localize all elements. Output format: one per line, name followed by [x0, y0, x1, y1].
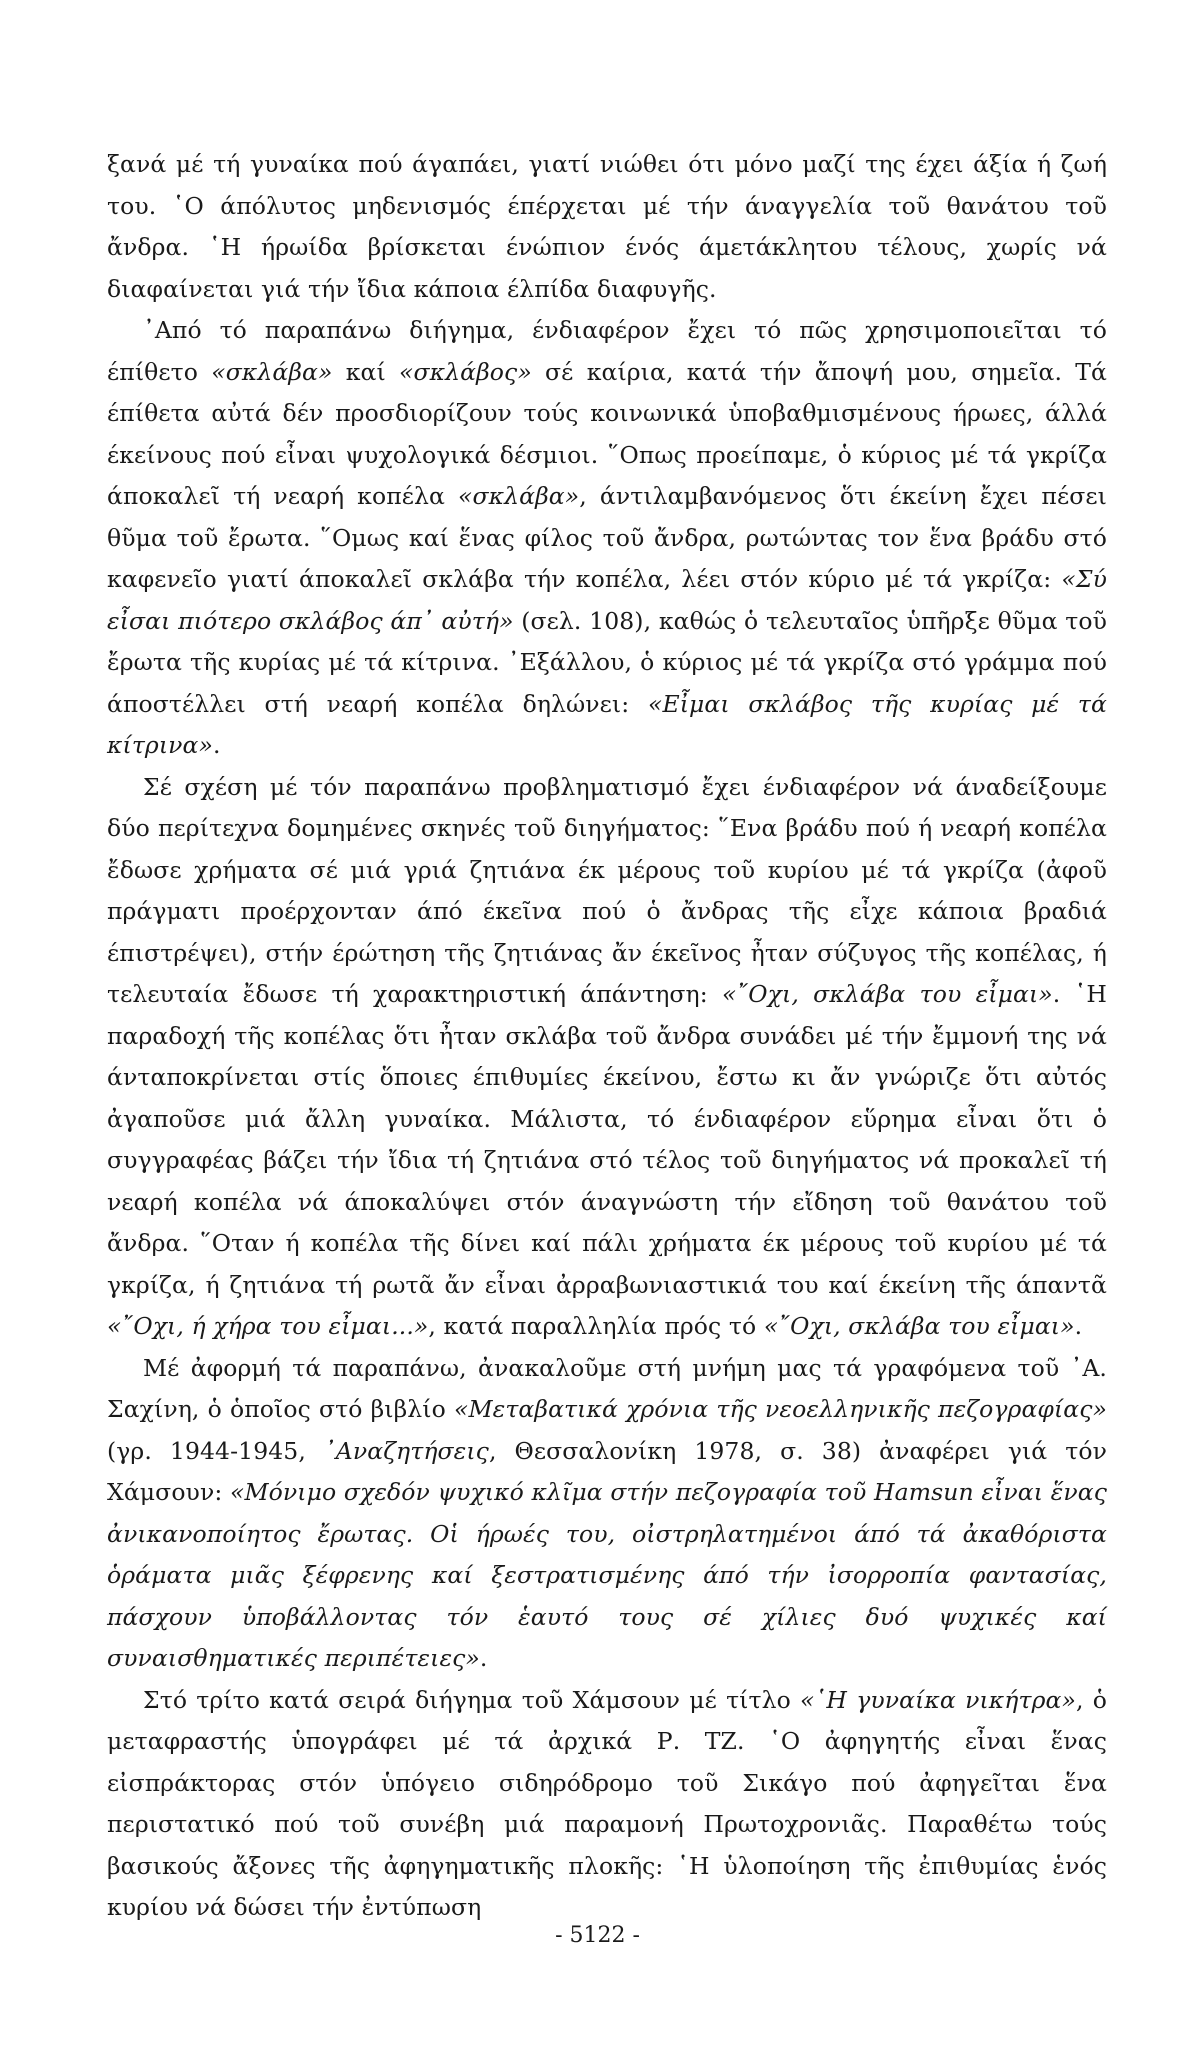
- text-run: Σέ σχέση μέ τόν παραπάνω προβληματισμό ἔχει ένδιαφέρον νά άναδείξουμε δύο περίτεχνα δομημένες σκηνές τοῦ διηγήματος: ῞Ενα βράδυ πού ή νεαρή κοπέλα ἔδωσε χρήματα σέ μιά γριά ζητιάνα έκ μέρους τοῦ κυρίου μέ τά γκρίζα (ἀφοῦ πράγματι προέρχονταν άπό έκεῖνα πού ὁ ἄνδρας τῆς εἶχε κάποια βραδιά έπιστρέψει), στήν έρώτηση τῆς ζητιάνας ἄν έκεῖνος ἦταν σύζυγος τῆς κοπέλας, ή τελευταία ἔδωσε τή χαρακτηριστική άπάντηση:: [107, 772, 1107, 1008]
- text-run: Στό τρίτο κατά σειρά διήγημα τοῦ Χάμσουν μέ τίτλο: [143, 1685, 801, 1714]
- text-run: .: [1074, 1312, 1083, 1340]
- text-run: .: [479, 1644, 488, 1672]
- paragraph: [107, 1680, 1107, 1929]
- text-run: , άντιλαμβανόμενος ὅτι έκείνη ἔχει πέσει θῦμα τοῦ ἔρωτα. ῞Ομως καί ἕνας φίλος τοῦ ἄνδρα, ρωτώντας τον ἕνα βράδυ στό καφενεῖο γιατί άποκαλεῖ σκλάβα τήν κοπέλα, λέει στόν κύριο μέ τά γκρίζα:: [107, 482, 1107, 593]
- page-body: [107, 144, 1107, 1929]
- page-number: - 5122 -: [555, 1923, 640, 1948]
- text-run: σέ καίρια, κατά τήν ἄποψή μου, σημεῖα. Τά έπίθετα αὐτά δέν προσδιορίζουν τούς κοινωνικά ὑποβαθμισμένους ήρωες, άλλά έκείνους πού εἶναι ψυχολογικά δέσμιοι. ῞Οπως προείπαμε, ὁ κύριος μέ τά γκρίζα άποκαλεῖ τή νεαρή κοπέλα: [107, 357, 1108, 510]
- italic-run: «Μεταβατικά χρόνια τῆς νεοελληνικῆς πεζογραφίας»: [453, 1395, 1107, 1423]
- text-run: (γρ. 1944-1945,: [107, 1436, 324, 1465]
- italic-run: «Εἶμαι σκλάβος τῆς κυρίας μέ τά κίτρινα»: [107, 689, 1107, 759]
- italic-run: ᾽Αναζητήσεις: [323, 1436, 489, 1465]
- text-run: καί: [332, 357, 400, 386]
- text-run: .: [213, 731, 221, 759]
- text-run: , Θεσσαλονίκη 1978, σ. 38) ἀναφέρει γιά τόν Χάμσουν:: [107, 1436, 1108, 1506]
- paragraph: [107, 767, 1107, 1348]
- italic-run: «῎Οχι, σκλάβα του εἶμαι»: [721, 980, 1053, 1008]
- italic-run: «Σύ εἶσαι πιότερο σκλάβος άπ᾽ αὐτή»: [107, 565, 1107, 635]
- italic-run: «σκλάβος»: [399, 357, 532, 386]
- paragraph: [107, 144, 1107, 310]
- text-run: , ὁ μεταφραστής ὑπογράφει μέ τά ἀρχικά Ρ. ΤΖ. ῾Ο ἀφηγητής εἶναι ἕνας εἰσπράκτορας στόν ὑπόγειο σιδηρόδρομο τοῦ Σικάγο πού ἀφηγεῖται ἕνα περιστατικό πού τοῦ συνέβη μιά παραμονή Πρωτοχρονιᾶς. Παραθέτω τούς βασικούς ἄξονες τῆς ἀφηγηματικῆς πλοκῆς: ῾Η ὑλοποίηση τῆς ἐπιθυμίας ἑνός κυρίου νά δώσει τήν ἐντύπωση: [107, 1685, 1107, 1921]
- body-text: [107, 144, 1107, 1929]
- italic-run: «σκλάβα»: [458, 482, 580, 510]
- text-run: Μέ ἀφορμή τά παραπάνω, ἀνακαλοῦμε στή μνήμη μας τά γραφόμενα τοῦ ᾽Α. Σαχίνη, ὁ ὁποῖος στό βιβλίο: [107, 1353, 1107, 1423]
- text-run: ᾽Από τό παραπάνω διήγημα, ένδιαφέρον ἔχει τό πῶς χρησιμοποιεῖται τό έπίθετο: [107, 316, 1107, 386]
- text-run: (σελ. 108), καθώς ὁ τελευταῖος ὑπῆρξε θῦμα τοῦ ἔρωτα τῆς κυρίας μέ τά κίτρινα. ᾽Εξάλλου, ὁ κύριος μέ τά γκρίζα στό γράμμα πού άποστέλλει στή νεαρή κοπέλα δηλώνει:: [107, 606, 1107, 718]
- paragraph: [107, 1348, 1107, 1680]
- text-run: , κατά παραλληλία πρός τό: [428, 1312, 764, 1340]
- italic-run: «σκλάβα»: [211, 357, 333, 386]
- text-run: . ῾Η παραδοχή τῆς κοπέλας ὅτι ἦταν σκλάβα τοῦ ἄνδρα συνάδει μέ τήν ἔμμονή της νά άνταποκρίνεται στίς ὅποιες έπιθυμίες έκείνου, ἔστω κι ἄν γνώριζε ὅτι αὐτός ἀγαποῦσε μιά ἄλλη γυναίκα. Μάλιστα, τό ένδιαφέρον εὕρημα εἶναι ὅτι ὁ συγγραφέας βάζει τήν ἴδια τή ζητιάνα στό τέλος τοῦ διηγήματος νά προκαλεῖ τή νεαρή κοπέλα νά άποκαλύψει στόν άναγνώστη τήν εἴδηση τοῦ θανάτου τοῦ ἄνδρα. ῞Οταν ή κοπέλα τῆς δίνει καί πάλι χρήματα έκ μέρους τοῦ κυρίου μέ τά γκρίζα, ή ζητιάνα τή ρωτᾶ ἄν εἶναι ἀρραβωνιαστικιά του καί έκείνη τῆς άπαντᾶ: [107, 980, 1107, 1299]
- italic-run: «῎Οχι, ή χήρα του εἶμαι...»: [107, 1312, 429, 1340]
- paragraph: [107, 310, 1107, 767]
- italic-run: «῾Η γυναίκα νικήτρα»: [800, 1685, 1076, 1714]
- italic-run: «῎Οχι, σκλάβα του εἶμαι»: [763, 1312, 1075, 1340]
- text-run: ξανά μέ τή γυναίκα πού άγαπάει, γιατί νιώθει ότι μόνο μαζί της έχει άξία ή ζωή του. ῾Ο άπόλυτος μηδενισμός έπέρχεται μέ τήν άναγγελία τοῦ θανάτου τοῦ ἄνδρα. ῾Η ήρωίδα βρίσκεται ένώπιον ένός άμετάκλητου τέλους, χωρίς νά διαφαίνεται γιά τήν ἴδια κάποια έλπίδα διαφυγῆς.: [107, 150, 1107, 303]
- italic-run: «Μόνιμο σχεδόν ψυχικό κλῖμα στήν πεζογραφία τοῦ Hamsun εἶναι ἕνας ἀνικανοποίητος ἔρωτας. Οἱ ήρωές του, οἰστρηλατημένοι άπό τά ἀκαθόριστα ὁράματα μιᾶς ξέφρενης καί ξεστρατισμένης άπό τήν ἰσορροπία φαντασίας, πάσχουν ὑποβάλλοντας τόν ἑαυτό τους σέ χίλιες δυό ψυχικές καί συναισθηματικές περιπέτειες»: [107, 1478, 1108, 1672]
